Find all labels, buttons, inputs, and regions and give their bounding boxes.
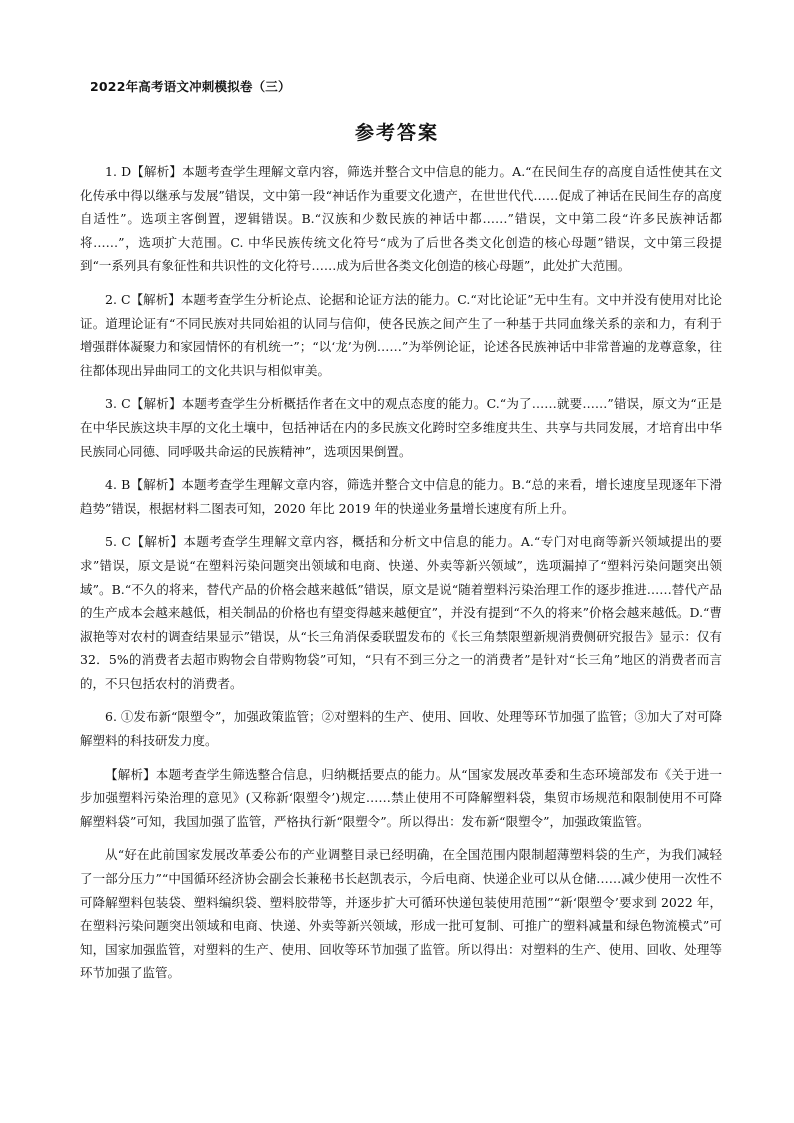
answer-4: 4. B【解析】本题考查学生理解文章内容，筛选并整合文中信息的能力。B.“总的来看，增长速度呈现逐年下滑趋势”错误，根据材料二图表可知，2020 年比 2019 年的快递业务量增长速度有所上升。: [80, 477, 722, 516]
answer-body: [80, 160, 722, 991]
answer-6-analysis-continued: 从“好在此前国家发展改革委公布的产业调整目录已经明确，在全国范围内限制超薄塑料袋的生产，为我们减轻了一部分压力”“中国循环经济协会副会长兼秘书长赵凯表示，今后电商、快递企业可以从仓储……减少使用一次性不可降解塑料包装袋、塑料编织袋、塑料胶带等，并逐步扩大可循环快递包装使用范围”“新‘限塑令’要求到 2022 年，在塑料污染问题突出领域和电商、快递、外卖等新兴领域，形成一批可复制、可推广的塑料减量和绿色物流模式”可知，国家加强监管，对塑料的生产、使用、回收等环节加强了监管。所以得出：对塑料的生产、使用、回收、处理等环节加强了监管。: [80, 847, 722, 981]
exam-title: 2022年高考语文冲刺模拟卷（三）: [90, 79, 291, 94]
answer-1: 1. D【解析】本题考查学生理解文章内容，筛选并整合文中信息的能力。A.“在民间生存的高度自适性使其在文化传承中得以继承与发展”错误，文中第一段“神话作为重要文化遗产，在世世代代……促成了神话在民间生存的高度自适性”。选项主客倒置，逻辑错误。B.“汉族和少数民族的神话中都……”错误，文中第二段“许多民族神话都将……”，选项扩大范围。C. 中华民族传统文化符号“成为了后世各类文化创造的核心母题”错误，文中第三段提到“一系列具有象征性和共识性的文化符号……成为后世各类文化创造的核心母题”，此处扩大范围。: [80, 164, 722, 274]
answer-3: 3. C【解析】本题考查学生分析概括作者在文中的观点态度的能力。C.“为了……就要……”错误，原文为“正是在中华民族这块丰厚的文化土壤中，包括神话在内的多民族文化跨时空多维度共生、共享与共同发展，才培育出中华民族同心同德、同呼吸共命运的民族精神”，选项因果倒置。: [80, 396, 722, 459]
answer-2: 2. C【解析】本题考查学生分析论点、论据和论证方法的能力。C.“对比论证”无中生有。文中并没有使用对比论证。道理论证有“不同民族对共同始祖的认同与信仰，使各民族之间产生了一种基于共同血缘关系的亲和力，有利于增强群体凝聚力和家园情怀的有机统一”；“以‘龙’为例……”为举例论证，论述各民族神话中非常普遍的龙尊意象，往往都体现出异曲同工的文化共识与相似审美。: [80, 291, 722, 378]
answer-6-analysis: 【解析】本题考查学生筛选整合信息，归纳概括要点的能力。从“国家发展改革委和生态环境部发布《关于进一步加强塑料污染治理的意见》(又称新‘限塑令’)规定……禁止使用不可降解塑料袋，集贸市场规范和限制使用不可降解塑料袋”可知，我国加强了监管，严格执行新“限塑令”。所以得出：发布新“限塑令”，加强政策监管。: [80, 766, 722, 829]
answer-5: 5. C【解析】本题考查学生理解文章内容，概括和分析文中信息的能力。A.“专门对电商等新兴领域提出的要求”错误，原文是说“在塑料污染问题突出领域和电商、快递、外卖等新兴领域”，选项漏掉了“塑料污染问题突出领域”。B.“不久的将来，替代产品的价格会越来越低”错误，原文是说“随着塑料污染治理工作的逐步推进……替代产品的生产成本会越来越低，相关制品的价格也有望变得越来越便宜”，并没有提到“不久的将来”价格会越来越低。D.“曹淑艳等对农村的调查结果显示”错误，从“长三角消保委联盟发布的《长三角禁限塑新规消费侧研究报告》显示：仅有 32．5%的消费者去超市购物会自带购物袋”可知，“只有不到三分之一的消费者”是针对“长三角”地区的消费者而言的，不只包括农村的消费者。: [80, 534, 722, 691]
page-title: 参考答案: [354, 122, 439, 144]
answer-6: 6. ①发布新“限塑令”，加强政策监管；②对塑料的生产、使用、回收、处理等环节加强了监管；③加大了对可降解塑料的科技研发力度。: [80, 709, 722, 749]
